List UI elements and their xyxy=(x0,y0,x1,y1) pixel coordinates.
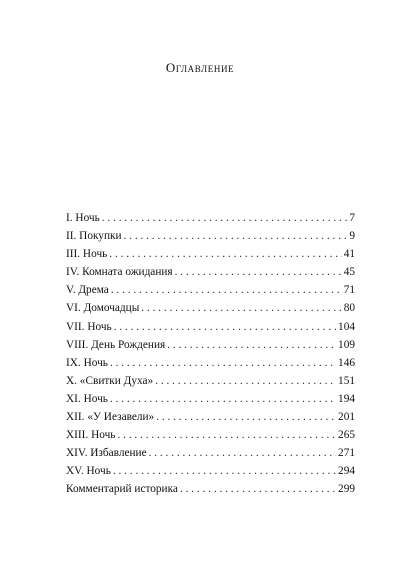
toc-entry xyxy=(66,227,355,245)
toc-entry xyxy=(66,318,355,336)
toc-dot-leader xyxy=(167,336,336,354)
toc-page-number: 194 xyxy=(338,392,355,405)
toc-dot-leader xyxy=(111,281,342,299)
toc-entry-label: Комментарий историка xyxy=(66,483,178,496)
toc-entry xyxy=(66,281,355,299)
toc-page-number: 7 xyxy=(349,212,355,224)
toc-entry-label: XI. Ночь xyxy=(66,392,108,405)
page-title: Оглавление xyxy=(165,60,235,75)
toc-entry-label: IV. Комната ожидания xyxy=(66,266,173,279)
toc-entry-label: II. Покупки xyxy=(66,230,122,243)
toc-page-number: 80 xyxy=(343,302,355,315)
toc-entry-label: X. «Свитки Духа» xyxy=(66,374,154,387)
toc-entry xyxy=(66,444,355,462)
toc-entry-label: XIV. Избавление xyxy=(66,447,147,460)
toc-dot-leader xyxy=(117,426,336,444)
toc-entry xyxy=(66,299,355,317)
toc-entry xyxy=(66,390,355,408)
toc-page-number: 109 xyxy=(338,338,355,351)
toc-page-number: 104 xyxy=(338,320,355,333)
table-of-contents xyxy=(66,209,355,499)
toc-dot-leader xyxy=(110,390,336,408)
toc-entry xyxy=(66,426,355,444)
toc-entry xyxy=(66,245,355,263)
toc-page-number: 41 xyxy=(343,248,355,261)
toc-page-number: 294 xyxy=(338,465,355,478)
toc-entry xyxy=(66,263,355,281)
toc-entry-label: V. Дрема xyxy=(66,284,109,297)
toc-dot-leader xyxy=(102,209,348,227)
toc-entry xyxy=(66,408,355,426)
toc-page-number: 271 xyxy=(338,447,355,460)
toc-dot-leader xyxy=(180,480,336,498)
toc-page-number: 299 xyxy=(338,483,355,496)
toc-entry xyxy=(66,209,355,227)
toc-entry xyxy=(66,372,355,390)
toc-page-number: 201 xyxy=(338,411,355,424)
toc-dot-leader xyxy=(113,462,336,480)
toc-entry-label: IX. Ночь xyxy=(66,356,108,369)
toc-dot-leader xyxy=(110,354,336,372)
toc-dot-leader xyxy=(124,227,348,245)
toc-entry xyxy=(66,354,355,372)
toc-entry xyxy=(66,336,355,354)
toc-entry-label: I. Ночь xyxy=(66,212,100,224)
toc-dot-leader xyxy=(175,263,342,281)
toc-entry-label: XII. «У Иезавели» xyxy=(66,411,155,424)
toc-dot-leader xyxy=(141,299,341,317)
toc-dot-leader xyxy=(156,408,336,426)
toc-dot-leader xyxy=(149,444,336,462)
toc-entry-label: XV. Ночь xyxy=(66,465,111,478)
toc-page-number: 45 xyxy=(343,266,355,279)
toc-dot-leader xyxy=(155,372,336,390)
toc-entry-label: III. Ночь xyxy=(66,248,108,261)
toc-entry-label: VIII. День Рождения xyxy=(66,338,166,351)
toc-entry-label: XIII. Ночь xyxy=(66,429,116,442)
toc-dot-leader xyxy=(109,245,341,263)
toc-entry xyxy=(66,462,355,480)
toc-entry xyxy=(66,480,355,498)
toc-page-number: 9 xyxy=(349,230,355,243)
toc-page-number: 71 xyxy=(343,284,355,297)
toc-page-number: 265 xyxy=(338,429,355,442)
toc-page-number: 151 xyxy=(338,374,355,387)
toc-entry-label: VI. Домочадцы xyxy=(66,302,140,315)
toc-entry-label: VII. Ночь xyxy=(66,320,112,333)
toc-page-number: 146 xyxy=(338,356,355,369)
toc-dot-leader xyxy=(114,318,336,336)
